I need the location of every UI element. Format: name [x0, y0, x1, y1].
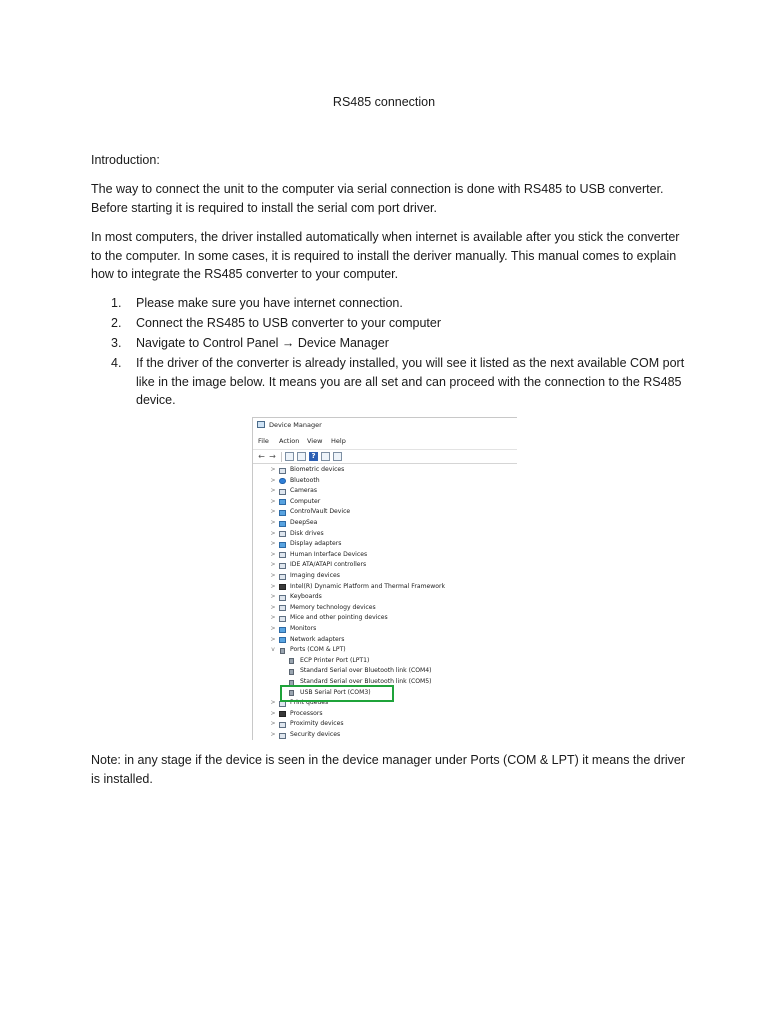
- tree-row[interactable]: [253, 624, 517, 635]
- tree-row-label: Standard Serial over Bluetooth link (COM5): [300, 678, 432, 685]
- tree-row[interactable]: [253, 518, 517, 529]
- tree-row[interactable]: [253, 613, 517, 624]
- menu-file[interactable]: File: [258, 437, 269, 445]
- processor-icon: [279, 711, 286, 717]
- chevron-right-icon[interactable]: >: [270, 529, 276, 537]
- chevron-right-icon[interactable]: >: [270, 466, 276, 473]
- device-icon: [279, 510, 286, 516]
- tree-row-label: Monitors: [290, 625, 317, 632]
- biometric-icon: [279, 468, 286, 474]
- tree-row[interactable]: [253, 497, 517, 508]
- chevron-right-icon[interactable]: >: [270, 614, 276, 622]
- menu-help[interactable]: Help: [331, 437, 346, 445]
- chip-icon: [279, 584, 286, 590]
- show-hide-icon[interactable]: [297, 452, 306, 461]
- list-item: [91, 294, 691, 313]
- properties-icon[interactable]: [285, 452, 294, 461]
- tree-row[interactable]: [253, 709, 517, 720]
- tree-row-label: DeepSea: [290, 519, 318, 526]
- update-driver-icon[interactable]: [321, 452, 330, 461]
- tree-row[interactable]: [253, 539, 517, 550]
- tree-row-label: Cameras: [290, 487, 318, 495]
- menu-bar: [253, 436, 517, 448]
- help-icon[interactable]: ?: [309, 452, 318, 461]
- port-icon: [289, 669, 294, 675]
- tree-row[interactable]: [253, 656, 517, 667]
- chevron-right-icon[interactable]: >: [270, 709, 276, 717]
- tree-row-label: Intel(R) Dynamic Platform and Thermal Framework: [290, 582, 446, 590]
- scan-hardware-icon[interactable]: [333, 452, 342, 461]
- tree-row[interactable]: [253, 582, 517, 593]
- tree-row-label: Standard Serial over Bluetooth link (COM4): [300, 667, 432, 675]
- camera-icon: [279, 489, 286, 495]
- tree-row-label: ECP Printer Port (LPT1): [300, 656, 370, 664]
- tree-row[interactable]: [253, 719, 517, 730]
- tree-row[interactable]: [253, 465, 517, 476]
- step-number: 3.: [111, 336, 122, 350]
- step-text: Please make sure you have internet connection.: [136, 296, 403, 310]
- proximity-icon: [279, 722, 286, 728]
- ide-icon: [279, 563, 286, 569]
- tree-row-label: Keyboards: [290, 593, 322, 601]
- disk-icon: [279, 531, 286, 537]
- tree-row-label: Display adapters: [290, 540, 342, 548]
- mouse-icon: [279, 616, 286, 622]
- tree-row-label: Disk drives: [290, 529, 324, 537]
- menu-view[interactable]: View: [307, 437, 323, 445]
- tree-row[interactable]: [253, 476, 517, 487]
- list-item: [91, 314, 691, 333]
- tree-row-label: Biometric devices: [290, 466, 345, 473]
- chevron-right-icon[interactable]: >: [270, 625, 276, 632]
- tree-row-label: Print queues: [290, 699, 329, 707]
- tree-row-label: Computer: [290, 497, 321, 505]
- chevron-right-icon[interactable]: >: [270, 487, 276, 495]
- step-text: If the driver of the converter is already installed, you will see it listed as the next available COM port like in the image below. It means you are all set and can proceed with the connection to the RS485 device.: [136, 356, 685, 407]
- step-text: Connect the RS485 to USB converter to your computer: [136, 316, 442, 330]
- tree-row-label: IDE ATA/ATAPI controllers: [290, 561, 367, 569]
- memory-icon: [279, 605, 286, 611]
- toolbar: [253, 449, 517, 464]
- paragraph-1: The way to connect the unit to the computer via serial connection is done with RS485 to USB converter. Before starting it is required to install the serial com port driver.: [91, 182, 664, 215]
- chevron-right-icon[interactable]: >: [270, 603, 276, 611]
- tree-row[interactable]: [253, 603, 517, 614]
- intro-heading: Introduction:: [91, 153, 160, 167]
- tree-row[interactable]: [253, 730, 517, 740]
- document-title: RS485 connection: [332, 95, 436, 109]
- chevron-right-icon[interactable]: >: [270, 593, 276, 601]
- tree-row[interactable]: [253, 666, 517, 677]
- tree-row-label: Processors: [290, 709, 323, 717]
- display-icon: [279, 542, 286, 548]
- tree-row-label: ControlVault Device: [290, 508, 351, 516]
- tree-row[interactable]: [253, 529, 517, 540]
- chevron-right-icon[interactable]: >: [270, 476, 276, 484]
- tree-row-label: Network adapters: [290, 635, 345, 643]
- chevron-right-icon[interactable]: >: [270, 572, 276, 579]
- chevron-right-icon[interactable]: >: [270, 497, 276, 505]
- chevron-right-icon[interactable]: >: [270, 540, 276, 548]
- tree-row[interactable]: [253, 507, 517, 518]
- chevron-right-icon[interactable]: >: [270, 519, 276, 526]
- note-paragraph: Note: in any stage if the device is seen in the device manager under Ports (COM & LPT) it means the driver is installed.: [91, 753, 686, 786]
- security-icon: [279, 733, 286, 739]
- tree-row[interactable]: [253, 571, 517, 582]
- chevron-right-icon[interactable]: >: [270, 550, 276, 558]
- tree-row-label: Bluetooth: [290, 476, 320, 484]
- tree-row-label: Ports (COM & LPT): [290, 646, 346, 654]
- tree-row-label: USB Serial Port (COM3): [300, 688, 371, 696]
- list-item: [91, 334, 691, 353]
- tree-row[interactable]: [253, 635, 517, 646]
- tree-row[interactable]: [253, 550, 517, 561]
- toolbar-divider: [281, 452, 282, 462]
- tree-row-label: Imaging devices: [290, 572, 340, 579]
- tree-row[interactable]: [253, 560, 517, 571]
- tree-row-label: Memory technology devices: [290, 603, 376, 611]
- chevron-right-icon[interactable]: >: [270, 561, 276, 569]
- tree-row[interactable]: [253, 645, 517, 656]
- usb-serial-port-highlight: [280, 685, 394, 702]
- chevron-right-icon[interactable]: >: [270, 699, 276, 707]
- tree-row-label: Proximity devices: [290, 720, 344, 728]
- back-arrow-icon[interactable]: ←: [258, 452, 265, 461]
- chevron-right-icon[interactable]: >: [270, 635, 276, 643]
- tree-row-label: Security devices: [290, 731, 341, 738]
- window-title: Device Manager: [269, 421, 322, 429]
- chevron-right-icon[interactable]: >: [270, 720, 276, 728]
- menu-action[interactable]: Action: [279, 437, 300, 445]
- forward-arrow-icon[interactable]: →: [269, 452, 276, 461]
- bluetooth-icon: [279, 478, 286, 484]
- port-icon: [280, 648, 285, 654]
- network-icon: [279, 637, 286, 643]
- chevron-right-icon[interactable]: >: [270, 508, 276, 516]
- chevron-right-icon[interactable]: >: [270, 731, 276, 738]
- step-number: 1.: [111, 296, 122, 310]
- steps-list: [91, 294, 691, 411]
- imaging-icon: [279, 574, 286, 580]
- computer-icon: [279, 499, 286, 505]
- keyboard-icon: [279, 595, 286, 601]
- monitor-icon: [279, 627, 286, 633]
- window-titlebar: [253, 418, 517, 432]
- list-item: [91, 354, 691, 410]
- step-text: Navigate to Control Panel → Device Manager: [136, 336, 389, 350]
- device-manager-icon: [257, 421, 265, 428]
- chevron-down-icon[interactable]: v: [271, 646, 275, 654]
- device-icon: [279, 521, 286, 527]
- tree-row[interactable]: [253, 486, 517, 497]
- tree-row-label: Human Interface Devices: [290, 550, 368, 558]
- tree-row[interactable]: [253, 592, 517, 603]
- step-number: 2.: [111, 316, 122, 330]
- hid-icon: [279, 552, 286, 558]
- tree-row-label: Mice and other pointing devices: [290, 614, 388, 622]
- paragraph-2: In most computers, the driver installed automatically when internet is available after you stick the converter to the computer. In some cases, it is required to install the deriver manually. This manual comes to explain how to integrate the RS485 converter to your computer.: [91, 230, 680, 281]
- port-icon: [289, 658, 294, 664]
- chevron-right-icon[interactable]: >: [270, 582, 276, 590]
- step-number: 4.: [111, 356, 122, 370]
